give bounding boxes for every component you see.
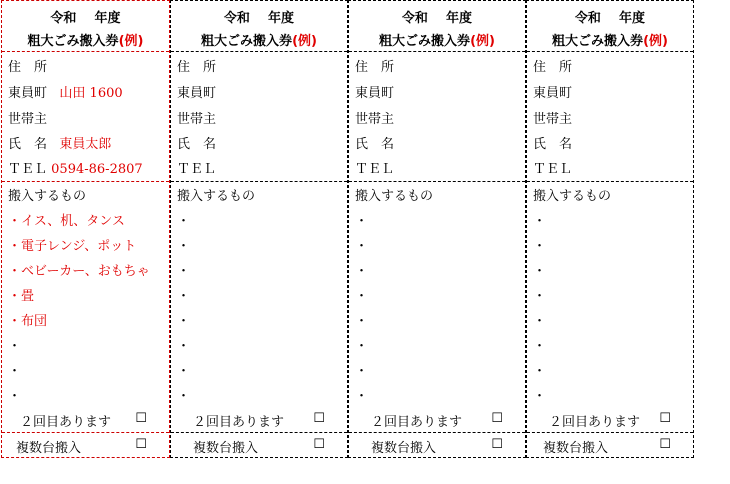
address-label: 住 所 [533,60,573,75]
multi-car-checkbox[interactable]: ☐ [491,437,503,452]
town-label: 東員町 [533,86,573,101]
town-label: 東員町 [8,86,48,101]
item-line: ・ [8,339,22,354]
name-label: 氏 名 [355,137,395,152]
era-label: 令和 [223,11,250,26]
year-label: 年度 [94,11,121,26]
era-label: 令和 [50,11,77,26]
item-line: ・ [177,389,191,404]
item-line: ・ [355,364,369,379]
name-value: 東員太郎 [59,137,112,152]
item-line: ・電子レンジ、ポット [8,239,137,254]
ticket-card [348,0,526,458]
address-label: 住 所 [355,60,395,75]
tel-label: ＴＥＬ [533,162,573,177]
multi-car-checkbox[interactable]: ☐ [135,437,147,452]
item-line: ・ [177,214,191,229]
item-line: ・ [355,389,369,404]
item-line: ・ [533,339,547,354]
ticket-title: 粗大ごみ搬入券 [201,34,293,49]
name-label: 氏 名 [177,137,217,152]
example-tag: (例) [470,34,495,49]
address-label: 住 所 [177,60,217,75]
item-line: ・畳 [8,289,35,304]
town-row [8,82,123,101]
item-line: ・ [533,214,547,229]
ticket-card [170,0,348,458]
item-line: ・ [355,289,369,304]
example-tag: (例) [118,34,144,49]
item-line: ・ [355,264,369,279]
items-label: 搬入するもの [177,189,256,204]
ticket-header [349,1,525,51]
item-line: ・ [533,314,547,329]
householder-label: 世帯主 [355,112,395,127]
item-line: ・ [533,364,547,379]
item-line: ・ [177,314,191,329]
tel-label: ＴＥＬ [177,162,217,177]
item-line: ・ [355,339,369,354]
name-row [8,133,111,152]
item-line: ・ [355,239,369,254]
era-label: 令和 [401,11,428,26]
multi-car-label: 複数台搬入 [193,441,259,456]
ticket-title: 粗大ごみ搬入券 [552,34,644,49]
ticket-title: 粗大ごみ搬入券 [27,34,119,49]
householder-label: 世帯主 [177,112,217,127]
item-line: ・ [177,339,191,354]
multi-car-label: 複数台搬入 [543,441,609,456]
item-line: ・ [533,289,547,304]
name-label: 氏 名 [8,137,48,152]
householder-label: 世帯主 [533,112,573,127]
items-label: 搬入するもの [8,189,87,204]
second-time-label: ２回目あります [20,415,112,430]
second-time-label: ２回目あります [371,415,463,430]
items-label: 搬入するもの [355,189,434,204]
tel-label: ＴＥＬ [355,162,395,177]
ticket-card [526,0,694,458]
multi-car-label: 複数台搬入 [371,441,437,456]
multi-car-checkbox[interactable]: ☐ [313,437,325,452]
year-label: 年度 [446,11,473,26]
item-line: ・ [355,314,369,329]
item-line: ・ [533,389,547,404]
second-time-checkbox[interactable]: ☐ [135,411,147,426]
second-time-label: ２回目あります [193,415,285,430]
second-time-checkbox[interactable]: ☐ [491,411,503,426]
multi-car-label: 複数台搬入 [16,441,82,456]
item-line: ・イス、机、タンス [8,214,125,229]
ticket-header [2,1,169,51]
item-line: ・ [355,214,369,229]
tel-value: 0594-86-2807 [51,162,143,177]
second-time-checkbox[interactable]: ☐ [659,411,671,426]
item-line: ・ [177,264,191,279]
item-line: ・ベビーカー、おもちゃ [8,264,150,279]
item-line: ・布団 [8,314,48,329]
name-label: 氏 名 [533,137,573,152]
second-time-label: ２回目あります [549,415,641,430]
example-tag: (例) [292,34,317,49]
items-label: 搬入するもの [533,189,612,204]
item-line: ・ [533,239,547,254]
address-label: 住 所 [8,60,48,75]
ticket-title: 粗大ごみ搬入券 [379,34,471,49]
era-label: 令和 [574,11,601,26]
item-line: ・ [177,239,191,254]
example-tag: (例) [643,34,668,49]
ticket-card-example [1,0,170,458]
town-label: 東員町 [355,86,395,101]
town-label: 東員町 [177,86,217,101]
item-line: ・ [177,364,191,379]
item-line: ・ [8,389,22,404]
householder-label: 世帯主 [8,112,48,127]
town-value: 山田 1600 [59,86,123,101]
year-label: 年度 [268,11,295,26]
item-line: ・ [8,364,22,379]
second-time-checkbox[interactable]: ☐ [313,411,325,426]
item-line: ・ [177,289,191,304]
multi-car-checkbox[interactable]: ☐ [659,437,671,452]
tel-row [8,158,143,177]
item-line: ・ [533,264,547,279]
ticket-header [171,1,347,51]
year-label: 年度 [619,11,646,26]
ticket-header [527,1,693,51]
tel-label: ＴＥＬ [8,162,48,177]
